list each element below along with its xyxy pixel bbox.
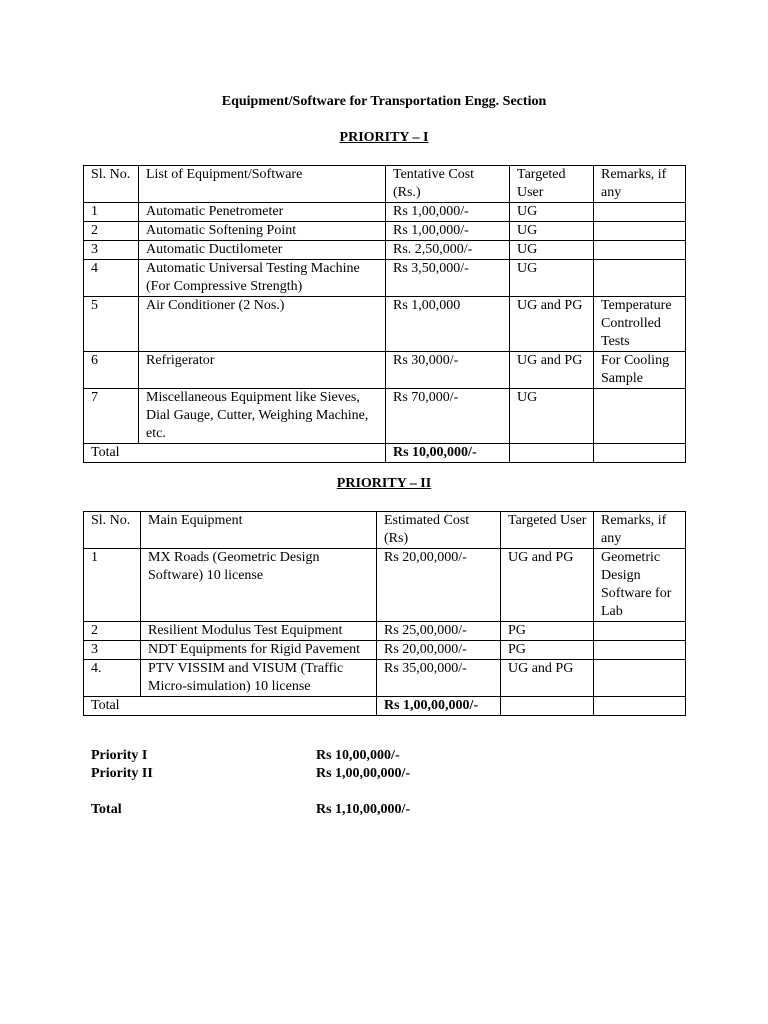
summary-priority-1-label: Priority I (91, 748, 148, 763)
table-row (84, 352, 686, 389)
total-value: Rs 1,00,00,000/- (377, 697, 501, 716)
cell-cost: Rs. 2,50,000/- (386, 241, 510, 260)
cell-sl: 2 (84, 622, 141, 641)
cell-cost: Rs 25,00,000/- (377, 622, 501, 641)
cell-user: UG (510, 241, 594, 260)
cell-cost: Rs 1,00,000/- (386, 203, 510, 222)
cell-sl: 4 (84, 260, 139, 297)
cell-remarks (594, 222, 686, 241)
table-row (84, 622, 686, 641)
cell-item: Automatic Ductilometer (139, 241, 386, 260)
cell-item: NDT Equipments for Rigid Pavement (141, 641, 377, 660)
table-header-row (84, 512, 686, 549)
cell-sl: 2 (84, 222, 139, 241)
table-row (84, 222, 686, 241)
cell-cost: Rs 3,50,000/- (386, 260, 510, 297)
table-row (84, 297, 686, 352)
summary-total-label: Total (91, 802, 122, 817)
cell-sl: 1 (84, 203, 139, 222)
summary-total-value: Rs 1,10,00,000/- (316, 802, 411, 817)
total-empty-cell (501, 697, 594, 716)
cell-item: Automatic Softening Point (139, 222, 386, 241)
document-title: Equipment/Software for Transportation Engg. Section (221, 94, 547, 109)
cell-remarks (594, 260, 686, 297)
cell-item: Refrigerator (139, 352, 386, 389)
table-row (84, 241, 686, 260)
total-label: Total (84, 697, 377, 716)
header-cost: Tentative Cost (Rs.) (386, 166, 510, 203)
total-empty-cell (594, 697, 686, 716)
cell-remarks (594, 622, 686, 641)
header-remarks: Remarks, if any (594, 512, 686, 549)
cell-cost: Rs 30,000/- (386, 352, 510, 389)
table-row (84, 549, 686, 622)
cell-remarks (594, 641, 686, 660)
table-row (84, 260, 686, 297)
header-remarks: Remarks, if any (594, 166, 686, 203)
cell-item: Automatic Penetrometer (139, 203, 386, 222)
cell-remarks (594, 389, 686, 444)
header-user: Targeted User (510, 166, 594, 203)
table-row (84, 389, 686, 444)
header-item: Main Equipment (141, 512, 377, 549)
cell-user: UG and PG (501, 549, 594, 622)
cell-user: UG and PG (510, 297, 594, 352)
header-item: List of Equipment/Software (139, 166, 386, 203)
cell-user: UG (510, 203, 594, 222)
header-sl-no: Sl. No. (84, 512, 141, 549)
cell-cost: Rs 70,000/- (386, 389, 510, 444)
total-empty-cell (594, 444, 686, 463)
priority-2-heading: PRIORITY – II (336, 476, 432, 491)
cell-item: Resilient Modulus Test Equipment (141, 622, 377, 641)
cell-sl: 3 (84, 641, 141, 660)
cell-remarks (594, 241, 686, 260)
cell-user: UG and PG (501, 660, 594, 697)
cell-cost: Rs 20,00,000/- (377, 549, 501, 622)
priority-1-heading: PRIORITY – I (339, 130, 429, 145)
table-header-row (84, 166, 686, 203)
cell-item: PTV VISSIM and VISUM (Traffic Micro-simulation) 10 license (141, 660, 377, 697)
cell-item: Automatic Universal Testing Machine (For Compressive Strength) (139, 260, 386, 297)
summary-priority-1-value: Rs 10,00,000/- (316, 748, 400, 763)
cell-remarks (594, 203, 686, 222)
cell-item: MX Roads (Geometric Design Software) 10 license (141, 549, 377, 622)
cell-remarks: Temperature Controlled Tests (594, 297, 686, 352)
cell-user: PG (501, 641, 594, 660)
cell-remarks: For Cooling Sample (594, 352, 686, 389)
cell-cost: Rs 1,00,000/- (386, 222, 510, 241)
cell-sl: 1 (84, 549, 141, 622)
cell-user: UG (510, 260, 594, 297)
cell-sl: 6 (84, 352, 139, 389)
header-sl-no: Sl. No. (84, 166, 139, 203)
cell-user: UG (510, 389, 594, 444)
cell-sl: 5 (84, 297, 139, 352)
cell-user: UG and PG (510, 352, 594, 389)
cell-item: Air Conditioner (2 Nos.) (139, 297, 386, 352)
cell-item: Miscellaneous Equipment like Sieves, Dial Gauge, Cutter, Weighing Machine, etc. (139, 389, 386, 444)
summary-priority-2-label: Priority II (91, 766, 153, 781)
cell-remarks: Geometric Design Software for Lab (594, 549, 686, 622)
total-empty-cell (510, 444, 594, 463)
cell-cost: Rs 35,00,000/- (377, 660, 501, 697)
priority-2-table (83, 511, 686, 716)
cell-sl: 7 (84, 389, 139, 444)
total-row (84, 444, 686, 463)
table-row (84, 660, 686, 697)
cell-user: PG (501, 622, 594, 641)
cell-cost: Rs 1,00,000 (386, 297, 510, 352)
table-row (84, 641, 686, 660)
total-label: Total (84, 444, 386, 463)
priority-1-table (83, 165, 686, 463)
total-value: Rs 10,00,000/- (386, 444, 510, 463)
header-cost: Estimated Cost (Rs) (377, 512, 501, 549)
cell-sl: 3 (84, 241, 139, 260)
table-row (84, 203, 686, 222)
summary-priority-2-value: Rs 1,00,00,000/- (316, 766, 411, 781)
total-row (84, 697, 686, 716)
cell-user: UG (510, 222, 594, 241)
header-user: Targeted User (501, 512, 594, 549)
cell-remarks (594, 660, 686, 697)
cell-cost: Rs 20,00,000/- (377, 641, 501, 660)
cell-sl: 4. (84, 660, 141, 697)
